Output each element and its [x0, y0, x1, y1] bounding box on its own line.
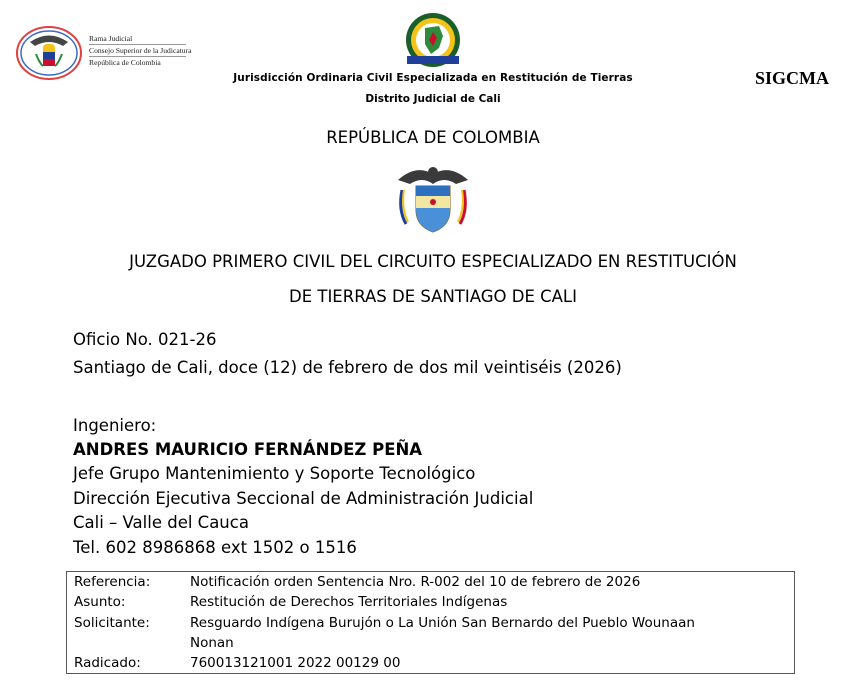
rama-line-1: Rama Judicial	[89, 34, 133, 43]
jurisdiction-heading: Jurisdicción Ordinaria Civil Especializada en Restitución de Tierras	[233, 72, 633, 84]
court-name-line-2: DE TIERRAS DE SANTIAGO DE CALI	[288, 287, 577, 306]
court-name-line-1: JUZGADO PRIMERO CIVIL DEL CIRCUITO ESPECIALIZADO EN RESTITUCIÓN	[129, 252, 737, 271]
solicitante-value-line-2: Nonan	[190, 635, 234, 651]
recipient-office: Dirección Ejecutiva Seccional de Administración Judicial	[73, 489, 534, 508]
restitucion-seal	[403, 12, 463, 70]
radicado-value: 760013121001 2022 00129 00	[190, 655, 401, 671]
referencia-value: Notificación orden Sentencia Nro. R-002 del 10 de febrero de 2026	[190, 574, 641, 590]
recipient-title: Ingeniero:	[73, 416, 157, 435]
colombia-coat-of-arms-icon	[396, 160, 470, 236]
asunto-value: Restitución de Derechos Territoriales Indígenas	[190, 594, 508, 610]
oficio-number: Oficio No. 021-26	[73, 330, 217, 349]
restitucion-tierras-seal-icon	[403, 12, 463, 70]
rama-line-2: Consejo Superior de la Judicatura	[89, 46, 192, 55]
recipient-name: ANDRES MAURICIO FERNÁNDEZ PEÑA	[73, 440, 423, 459]
solicitante-value-line-1: Resguardo Indígena Burujón o La Unión San Bernardo del Pueblo Wounaan	[190, 615, 695, 631]
rama-judicial-text	[89, 34, 192, 67]
recipient-position: Jefe Grupo Mantenimiento y Soporte Tecnológico	[73, 464, 476, 483]
sigcma-label: SIGCMA	[755, 68, 830, 88]
republic-title: REPÚBLICA DE COLOMBIA	[326, 128, 540, 147]
asunto-label: Asunto:	[74, 594, 126, 610]
radicado-label: Radicado:	[74, 655, 141, 671]
recipient-city: Cali – Valle del Cauca	[73, 513, 249, 532]
district-heading: Distrito Judicial de Cali	[365, 93, 501, 105]
rama-line-3: República de Colombia	[89, 58, 161, 67]
solicitante-label: Solicitante:	[74, 615, 150, 631]
referencia-label: Referencia:	[74, 574, 151, 590]
recipient-phone: Tel. 602 8986868 ext 1502 o 1516	[73, 538, 357, 557]
date-line: Santiago de Cali, doce (12) de febrero de dos mil veintiséis (2026)	[73, 358, 622, 377]
coat-of-arms	[396, 160, 470, 236]
